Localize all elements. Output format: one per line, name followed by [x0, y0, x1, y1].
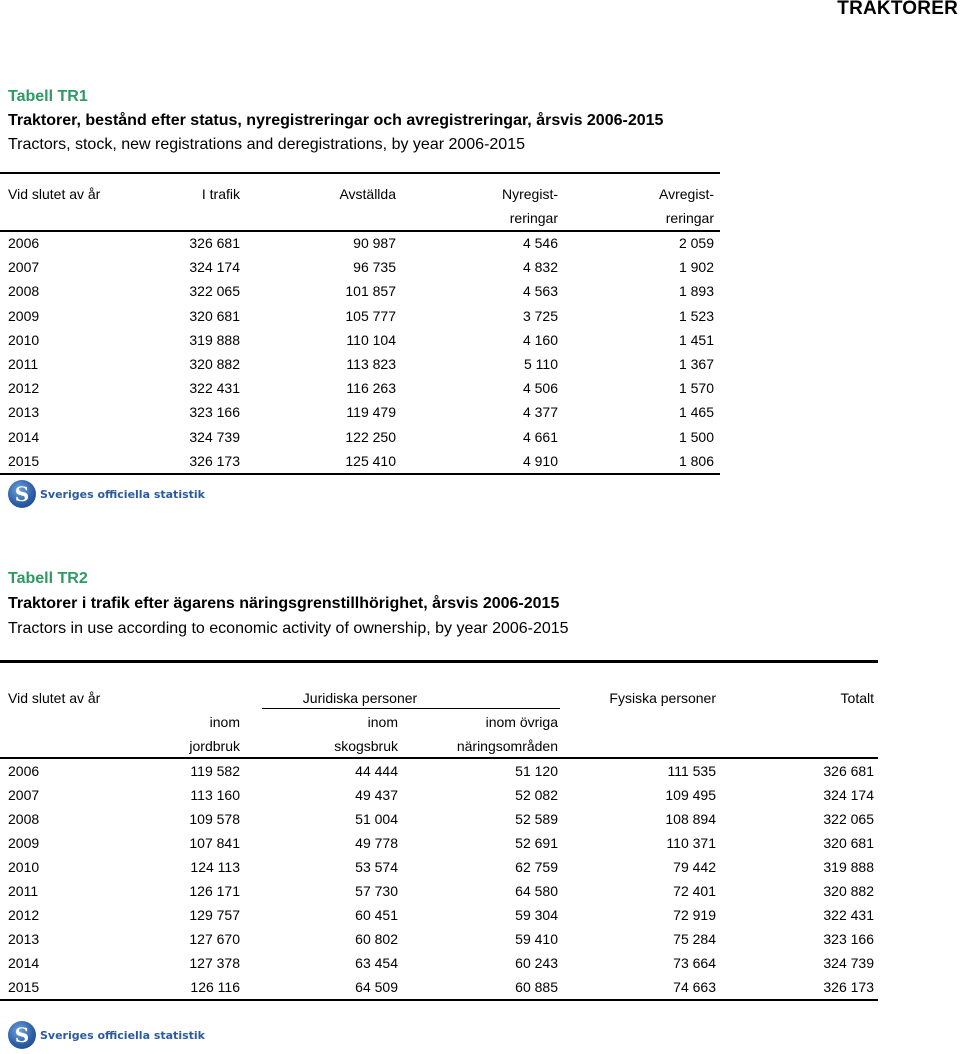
table-cell: 72 401 [673, 883, 716, 899]
sos-logo [8, 1021, 205, 1049]
table-cell: 320 882 [189, 356, 240, 372]
table-cell: 4 506 [522, 380, 558, 397]
table-cell: 73 664 [673, 955, 716, 971]
table-cell: 324 739 [189, 428, 240, 445]
table-cell: 110 104 [346, 331, 396, 348]
table-cell: 49 437 [355, 787, 398, 803]
row-year: 2011 [8, 883, 39, 899]
table-cell: 4 546 [522, 235, 558, 251]
table-cell: 322 431 [189, 380, 240, 397]
table-cell: 51 120 [515, 763, 558, 779]
column-group-legal-persons: Juridiska personer [302, 690, 418, 706]
table-cell: 127 670 [189, 931, 240, 947]
column-header-forestry-line2: skogsbruk [334, 738, 398, 754]
sos-logo [8, 480, 205, 508]
table-cell: 326 681 [823, 763, 874, 779]
row-year: 2008 [8, 283, 40, 300]
table-cell: 129 757 [189, 907, 240, 923]
table-cell: 116 263 [346, 380, 396, 397]
row-year: 2012 [8, 907, 40, 923]
table-title: Traktorer i trafik efter ägarens näringsgrenstillhörighet, årsvis 2006-2015 [8, 595, 560, 612]
column-header-in-traffic: I trafik [201, 186, 240, 202]
table-cell: 323 166 [189, 404, 240, 421]
row-year: 2007 [8, 259, 40, 276]
table-cell: 326 173 [823, 979, 874, 995]
column-header-deregistrations-line2: reringar [665, 210, 714, 226]
table-cell: 5 110 [524, 356, 558, 372]
table-cell: 4 832 [522, 259, 558, 276]
table-cell: 63 454 [355, 955, 398, 971]
page-header: TRAKTORER [837, 0, 958, 19]
row-year: 2010 [8, 331, 40, 348]
sos-logo-icon: S [8, 1021, 36, 1049]
table-cell: 111 535 [667, 763, 716, 779]
table-cell: 4 563 [522, 283, 558, 300]
table-cell: 119 582 [190, 763, 240, 779]
table-cell: 1 367 [678, 356, 714, 372]
row-year: 2014 [8, 428, 40, 445]
table-cell: 57 730 [355, 883, 398, 899]
table-cell: 127 378 [189, 955, 240, 971]
table-cell: 51 004 [355, 811, 398, 827]
table-cell: 324 174 [823, 787, 874, 803]
table-cell: 1 806 [678, 452, 714, 469]
group-underline [262, 708, 560, 709]
table-cell: 2 059 [678, 235, 714, 251]
table-cell: 1 465 [678, 404, 714, 421]
table-cell: 60 243 [515, 955, 558, 971]
table-cell: 1 451 [678, 331, 714, 348]
table-cell: 119 479 [346, 404, 396, 421]
column-header-other-line2: näringsområden [456, 738, 558, 754]
table-cell: 1 893 [678, 283, 714, 300]
table-cell: 1 500 [678, 428, 714, 445]
column-header-forestry: inom [367, 714, 398, 730]
table-cell: 326 173 [189, 452, 240, 469]
table-cell: 64 509 [355, 979, 398, 995]
table-cell: 52 082 [515, 787, 558, 803]
table-cell: 64 580 [515, 883, 558, 899]
table-cell: 44 444 [355, 763, 398, 779]
table-cell: 1 902 [678, 259, 714, 276]
table-cell: 49 778 [355, 835, 398, 851]
sos-logo-icon: S [8, 480, 36, 508]
table-cell: 60 802 [355, 931, 398, 947]
table-cell: 323 166 [823, 931, 874, 947]
row-year: 2011 [8, 356, 39, 372]
table-cell: 113 823 [346, 356, 396, 372]
table-id: Tabell TR1 [8, 88, 88, 105]
table-cell: 60 885 [515, 979, 558, 995]
table-id: Tabell TR2 [8, 570, 88, 587]
table-cell: 108 894 [665, 811, 716, 827]
row-year: 2015 [8, 979, 40, 995]
table-title: Traktorer, bestånd efter status, nyregistreringar och avregistreringar, årsvis 2006-2015 [8, 112, 664, 129]
table-cell: 60 451 [355, 907, 398, 923]
table-cell: 113 160 [190, 787, 240, 803]
table-cell: 319 888 [823, 859, 874, 875]
row-year: 2009 [8, 307, 40, 324]
row-year: 2009 [8, 835, 40, 851]
column-header-new-registrations: Nyregist- [501, 186, 558, 202]
table-cell: 59 410 [515, 931, 558, 947]
table-cell: 322 431 [823, 907, 874, 923]
table-cell: 96 735 [353, 259, 396, 276]
table-cell: 62 759 [515, 859, 558, 875]
table-cell: 122 250 [345, 428, 396, 445]
logo-text: Sveriges officiella statistik [40, 1028, 205, 1042]
row-year: 2006 [8, 235, 40, 251]
row-year: 2013 [8, 404, 40, 421]
table-cell: 109 495 [665, 787, 716, 803]
table-cell: 79 442 [673, 859, 716, 875]
table-cell: 107 841 [189, 835, 240, 851]
table-cell: 105 777 [345, 307, 396, 324]
table-cell: 4 160 [522, 331, 558, 348]
column-header-new-registrations-line2: reringar [509, 210, 558, 226]
table-cell: 320 882 [823, 883, 874, 899]
table-cell: 326 681 [189, 235, 240, 251]
column-header-year: Vid slutet av år [8, 690, 101, 706]
table-cell: 59 304 [515, 907, 558, 923]
logo-text: Sveriges officiella statistik [40, 487, 205, 501]
table-cell: 52 691 [515, 835, 558, 851]
row-year: 2006 [8, 763, 40, 779]
column-header-deregistrations: Avregist- [659, 186, 714, 202]
row-year: 2015 [8, 452, 40, 469]
table-top-rule [0, 172, 720, 174]
table-subtitle: Tractors, stock, new registrations and deregistrations, by year 2006-2015 [8, 136, 525, 153]
column-header-other: inom övriga [485, 714, 558, 730]
table-bottom-rule [0, 999, 878, 1001]
table-cell: 110 371 [666, 835, 716, 851]
column-header-agriculture: inom [209, 714, 240, 730]
column-header-total: Totalt [840, 690, 874, 706]
table-cell: 320 681 [823, 835, 874, 851]
table-cell: 322 065 [189, 283, 240, 300]
table-cell: 126 171 [189, 883, 240, 899]
column-header-year: Vid slutet av år [8, 186, 101, 202]
row-year: 2008 [8, 811, 40, 827]
row-year: 2014 [8, 955, 40, 971]
table-cell: 75 284 [673, 931, 716, 947]
table-cell: 1 523 [678, 307, 714, 324]
table-cell: 52 589 [515, 811, 558, 827]
column-header-deregistered: Avställda [339, 186, 396, 202]
table-cell: 4 910 [522, 452, 558, 469]
row-year: 2010 [8, 859, 40, 875]
table-cell: 90 987 [353, 235, 396, 251]
table-cell: 319 888 [189, 331, 240, 348]
column-header-natural-persons: Fysiska personer [609, 690, 716, 706]
table-cell: 1 570 [678, 380, 714, 397]
table-cell: 109 578 [189, 811, 240, 827]
table-cell: 4 661 [522, 428, 558, 445]
table-top-rule [0, 660, 878, 663]
table-cell: 124 113 [190, 859, 240, 875]
table-bottom-rule [0, 473, 720, 475]
table-cell: 324 739 [823, 955, 874, 971]
row-year: 2007 [8, 787, 40, 803]
row-year: 2012 [8, 380, 40, 397]
table-cell: 320 681 [189, 307, 240, 324]
row-year: 2013 [8, 931, 40, 947]
table-cell: 322 065 [823, 811, 874, 827]
table-cell: 74 663 [673, 979, 716, 995]
table-cell: 3 725 [522, 307, 558, 324]
column-header-agriculture-line2: jordbruk [189, 738, 240, 754]
table-cell: 53 574 [355, 859, 398, 875]
table-cell: 324 174 [189, 259, 240, 276]
table-cell: 101 857 [345, 283, 396, 300]
table-cell: 126 116 [190, 979, 240, 995]
table-subtitle: Tractors in use according to economic activity of ownership, by year 2006-2015 [8, 620, 569, 637]
table-cell: 4 377 [522, 404, 558, 421]
table-cell: 125 410 [345, 452, 396, 469]
table-cell: 72 919 [673, 907, 716, 923]
